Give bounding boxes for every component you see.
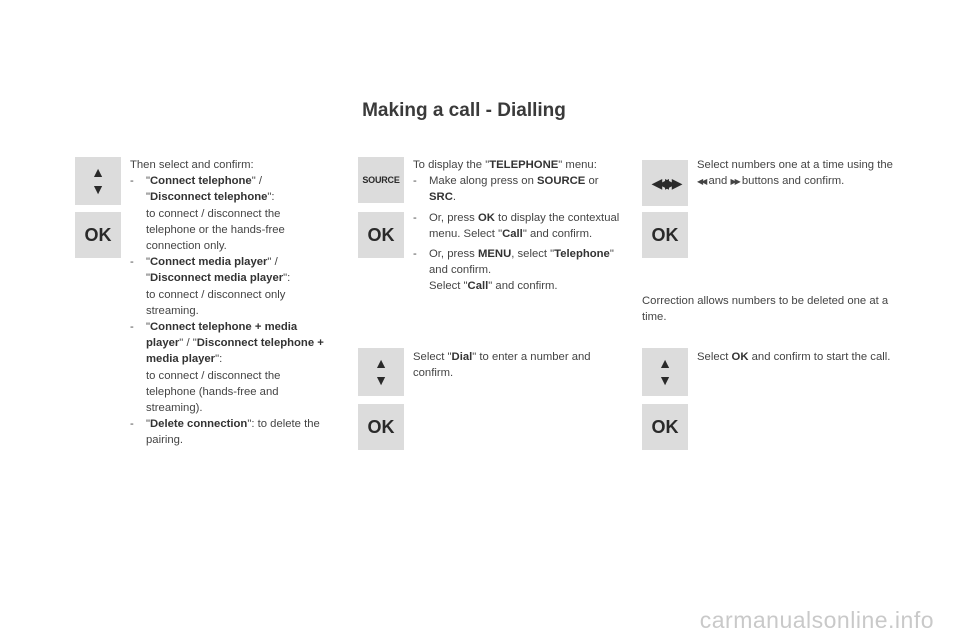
- list-item: [413, 246, 623, 295]
- quote: ": [146, 256, 151, 269]
- option-name: Disconnect telephone + media player: [146, 337, 324, 366]
- key-name: SOURCE: [537, 175, 586, 188]
- seek-forward-icon: ▶▶: [665, 174, 679, 191]
- down-arrow-icon: ▼: [658, 372, 672, 388]
- option-description: to connect / disconnect only streaming.: [146, 288, 286, 317]
- key-name: OK: [477, 211, 495, 224]
- text: Select ": [413, 351, 452, 363]
- ok-label: OK: [651, 224, 679, 245]
- list-dash: -: [130, 175, 134, 188]
- text: to display the contextual menu. Select ": [429, 211, 620, 240]
- seek-back-icon: ◀◀: [651, 174, 665, 191]
- up-down-button[interactable]: [358, 348, 404, 396]
- list-dash: -: [130, 321, 134, 334]
- up-arrow-icon: ▲: [374, 355, 388, 371]
- text: Or, press: [429, 248, 478, 261]
- ok-button[interactable]: [358, 212, 404, 258]
- up-arrow-icon: ▲: [91, 164, 105, 180]
- quote: ": [146, 175, 151, 188]
- list-dash: -: [130, 418, 134, 431]
- sub-step: [429, 278, 623, 294]
- option-name: Disconnect telephone: [150, 191, 268, 204]
- ok-label: OK: [84, 224, 112, 245]
- quote: ": [146, 418, 151, 431]
- seek-forward-icon: ▶▶: [730, 177, 739, 187]
- text: , select ": [511, 248, 555, 261]
- option-name: Connect telephone: [150, 175, 252, 188]
- intro-text: Then select and confirm:: [130, 159, 254, 171]
- menu-name: TELEPHONE: [489, 159, 559, 171]
- ok-button[interactable]: [75, 212, 121, 258]
- ok-label: OK: [367, 224, 395, 245]
- text: " and confirm.: [522, 227, 593, 240]
- seek-back-icon: ◀◀: [697, 177, 706, 187]
- source-button[interactable]: [358, 157, 404, 203]
- watermark: carmanualsonline.info: [699, 607, 934, 633]
- menu-name: Call: [467, 280, 489, 293]
- text: " and confirm.: [429, 248, 614, 277]
- ok-label: OK: [367, 416, 395, 437]
- separator: " / ": [146, 175, 262, 204]
- key-name: MENU: [477, 248, 512, 261]
- option-name: Connect media player: [150, 256, 268, 269]
- key-name: OK: [731, 351, 749, 363]
- text: Make along press on: [429, 175, 538, 188]
- list-dash: -: [413, 248, 417, 261]
- text: To display the ": [413, 159, 490, 171]
- option-name: Delete connection: [150, 418, 248, 431]
- ok-button[interactable]: [642, 404, 688, 450]
- text: buttons and confirm.: [738, 175, 845, 188]
- option-name: Connect telephone + media player: [146, 321, 298, 350]
- separator: " / ": [146, 256, 278, 285]
- text: Select numbers one at a time using the: [697, 159, 893, 171]
- up-down-button[interactable]: [642, 348, 688, 396]
- text: and: [705, 175, 731, 188]
- list-item: [130, 254, 328, 319]
- text: Select: [697, 351, 732, 363]
- menu-name: Telephone: [554, 248, 610, 261]
- start-call-instruction: [697, 349, 902, 365]
- quote: ":: [215, 353, 223, 366]
- correction-text: Correction allows numbers to be deleted one at a time.: [642, 295, 889, 324]
- option-description: ": to delete the pairing.: [146, 418, 320, 447]
- down-arrow-icon: ▼: [91, 181, 105, 197]
- quote: ": [146, 321, 151, 334]
- text: .: [452, 191, 456, 204]
- list-item: [130, 173, 328, 254]
- text: and confirm to start the call.: [748, 351, 891, 363]
- seek-buttons[interactable]: [642, 160, 688, 206]
- list-dash: -: [413, 175, 417, 188]
- option-name: Disconnect media player: [150, 272, 284, 285]
- menu-name: Call: [502, 227, 523, 240]
- quote: ":: [283, 272, 291, 285]
- menu-name: Dial: [451, 351, 473, 363]
- telephone-menu-text: [413, 157, 623, 295]
- source-label: SOURCE: [362, 175, 400, 185]
- list-item: [130, 416, 328, 448]
- ok-label: OK: [651, 416, 679, 437]
- text: " menu:: [558, 159, 597, 171]
- key-name: SRC: [429, 191, 453, 204]
- down-arrow-icon: ▼: [374, 372, 388, 388]
- list-dash: -: [413, 211, 417, 224]
- up-down-button[interactable]: [75, 157, 121, 205]
- seek-icons: [651, 175, 678, 192]
- text: " to enter a number and confirm.: [413, 351, 591, 380]
- text: " and confirm.: [488, 280, 558, 293]
- up-arrow-icon: ▲: [658, 355, 672, 371]
- ok-button[interactable]: [642, 212, 688, 258]
- connection-options-text: [130, 157, 328, 449]
- correction-note: [642, 293, 902, 325]
- list-item: [413, 210, 623, 242]
- text: Or, press: [429, 211, 478, 224]
- select-numbers-text: [697, 157, 902, 190]
- page-title: Making a call - Dialling: [362, 100, 566, 121]
- separator: " / ": [179, 337, 197, 350]
- start-call-text: [697, 349, 902, 365]
- telephone-menu-intro: [413, 157, 623, 173]
- list-dash: -: [130, 256, 134, 269]
- select-numbers-instruction: [697, 157, 902, 190]
- option-description: to connect / disconnect the telephone or the hands-free connection only.: [146, 207, 285, 253]
- text: Select ": [429, 280, 468, 293]
- text: or: [585, 175, 599, 188]
- option-description: to connect / disconnect the telephone (hands-free and streaming).: [146, 369, 281, 415]
- dial-text: [413, 349, 623, 381]
- list-item: [130, 319, 328, 416]
- list-item: [413, 173, 623, 205]
- ok-button[interactable]: [358, 404, 404, 450]
- dial-instruction: [413, 349, 623, 381]
- quote: ":: [267, 191, 275, 204]
